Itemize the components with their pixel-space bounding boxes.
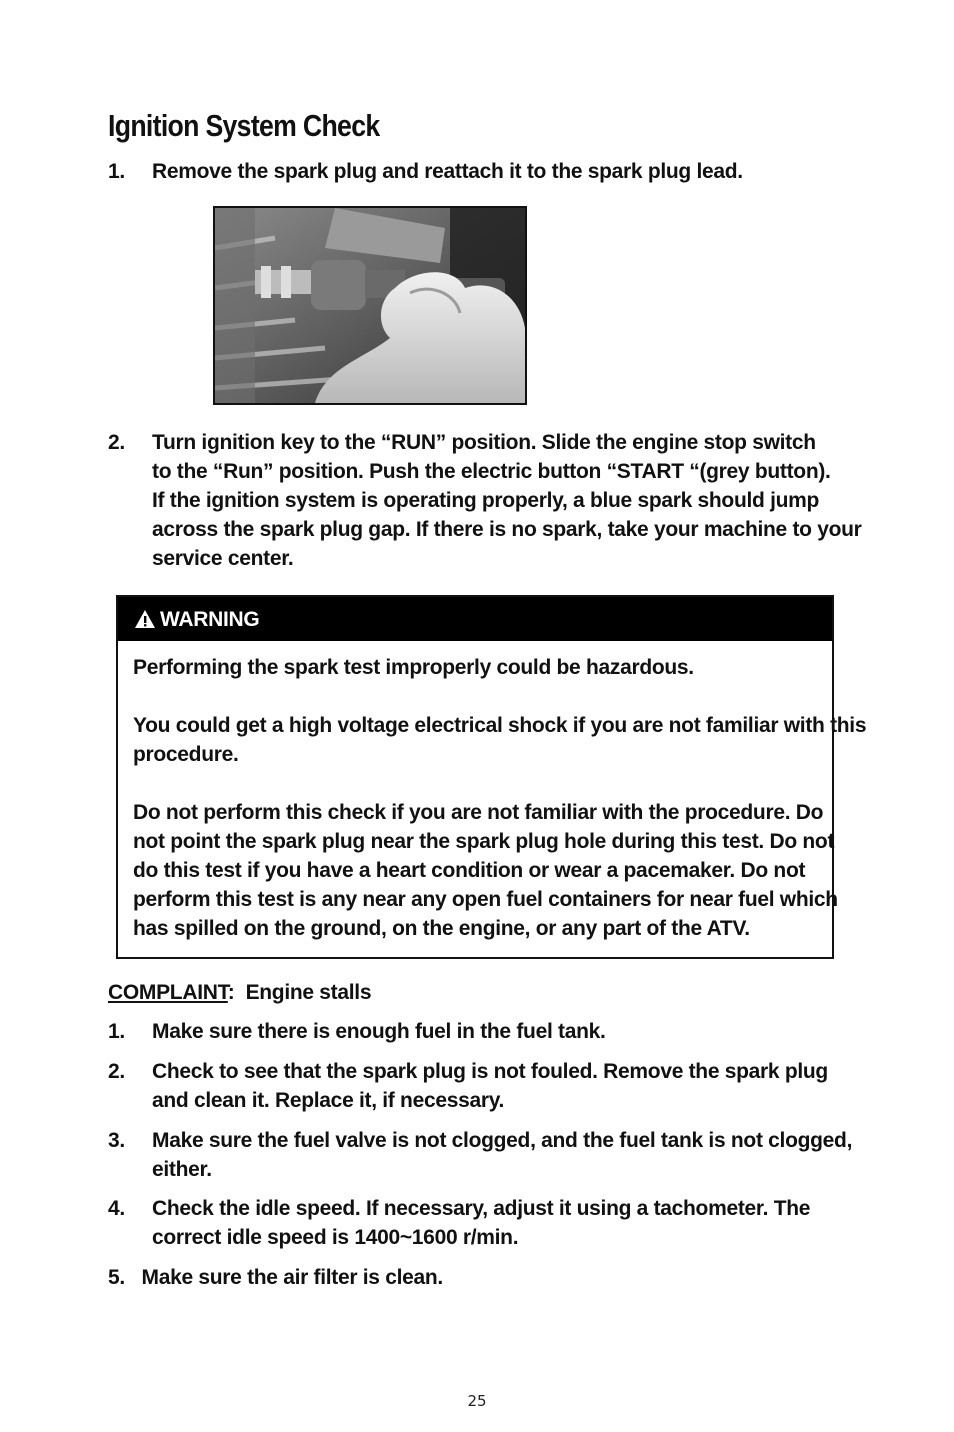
step-line: Remove the spark plug and reattach it to the spark plug lead. — [152, 160, 743, 183]
step-line: Turn ignition key to the “RUN” position. Slide the engine stop switch — [152, 431, 816, 454]
step-line: correct idle speed is 1400~1600 r/min. — [152, 1226, 519, 1249]
warning-line: Performing the spark test improperly could be hazardous. — [133, 656, 694, 679]
warning-triangle-icon — [134, 609, 156, 629]
step-number: 3. — [108, 1129, 125, 1152]
warning-line: You could get a high voltage electrical shock if you are not familiar with this — [133, 714, 867, 737]
spark-plug-photo-image — [215, 208, 525, 403]
step-line: Check the idle speed. If necessary, adjust it using a tachometer. The — [152, 1197, 811, 1220]
step-5-bottom: 5. Make sure the air filter is clean. — [108, 1266, 443, 1289]
warning-paragraph — [133, 798, 838, 943]
complaint-label: COMPLAINT — [108, 981, 228, 1004]
step-line: Check to see that the spark plug is not fouled. Remove the spark plug — [152, 1060, 828, 1083]
step-number: 2. — [108, 1060, 125, 1083]
step-line: Make sure there is enough fuel in the fuel tank. — [152, 1020, 606, 1043]
step-line: across the spark plug gap. If there is no spark, take your machine to your — [152, 518, 862, 541]
warning-line: do this test if you have a heart condition or wear a pacemaker. Do not — [133, 859, 806, 882]
step-number: 4. — [108, 1197, 125, 1220]
page-number: 25 — [467, 1392, 487, 1410]
warning-header — [118, 597, 832, 641]
step-line: Make sure the fuel valve is not clogged, and the fuel tank is not clogged, — [152, 1129, 853, 1152]
warning-line: has spilled on the ground, on the engine, or any part of the ATV. — [133, 917, 750, 940]
spark-plug-photo — [213, 206, 527, 405]
step-number: 2. — [108, 431, 125, 454]
step-line: to the “Run” position. Push the electric button “START “(grey button). — [152, 460, 831, 483]
warning-line: not point the spark plug near the spark plug hole during this test. Do not — [133, 830, 835, 853]
step-line: and clean it. Replace it, if necessary. — [152, 1089, 505, 1112]
warning-body — [133, 653, 867, 972]
step-number: 1. — [108, 1020, 125, 1043]
step-line: service center. — [152, 547, 294, 570]
warning-line: perform this test is any near any open fuel containers for near fuel which — [133, 888, 838, 911]
warning-box — [116, 595, 867, 959]
page-title: Ignition System Check — [108, 108, 380, 143]
warning-label: WARNING — [160, 607, 260, 631]
complaint-heading — [108, 978, 371, 1007]
step-line: If the ignition system is operating properly, a blue spark should jump — [152, 489, 820, 512]
step-line: either. — [152, 1158, 212, 1181]
step-number: 1. — [108, 160, 125, 183]
warning-paragraph — [133, 711, 867, 769]
complaint-separator: : — [227, 981, 246, 1004]
warning-line: procedure. — [133, 743, 239, 766]
complaint-value: Engine stalls — [245, 981, 372, 1004]
warning-paragraph — [133, 653, 823, 682]
warning-line: Do not perform this check if you are not familiar with the procedure. Do — [133, 801, 824, 824]
